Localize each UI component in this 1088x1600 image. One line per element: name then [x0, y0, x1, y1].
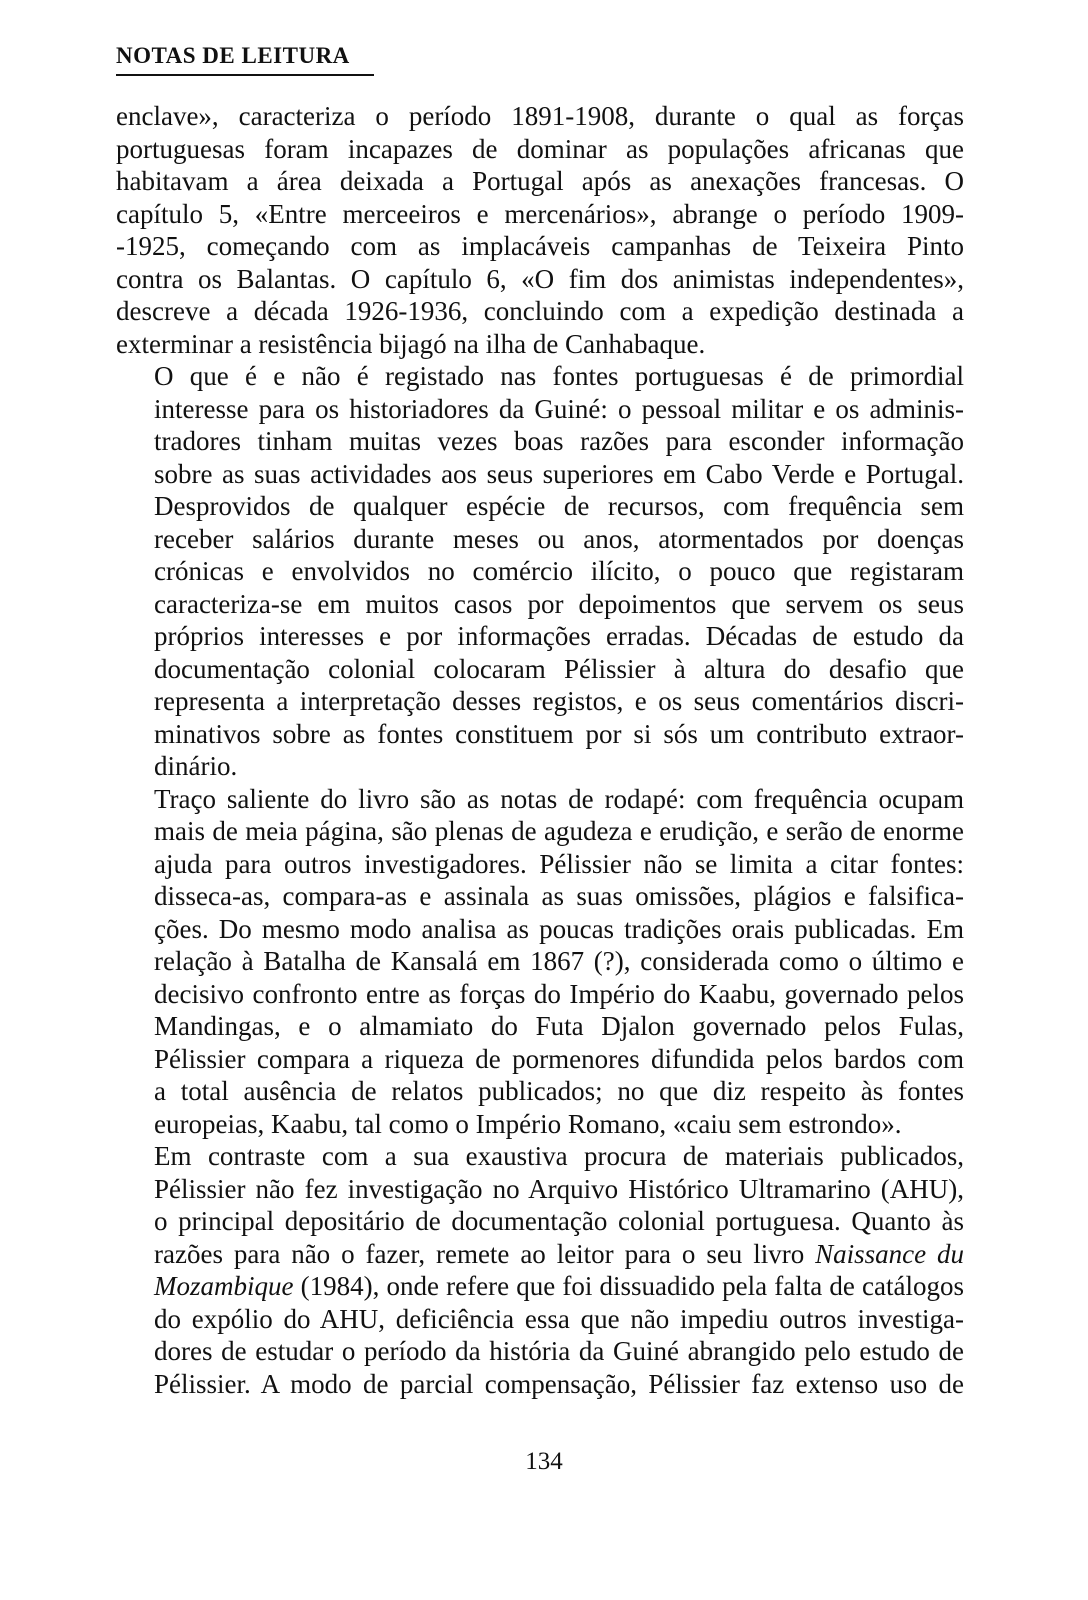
text-line: o principal depositário de documentação colonial portuguesa. Quanto às	[154, 1206, 964, 1236]
text-line: exterminar a resistência bijagó na ilha de Canhabaque.	[116, 328, 706, 359]
text-line: dores de estudar o período da história da Guiné abrangido pelo estudo de	[154, 1336, 964, 1366]
text-line: dinário.	[154, 751, 238, 781]
text-line: caracteriza-se em muitos casos por depoimentos que servem os seus	[154, 588, 964, 619]
paragraph-4	[116, 1140, 964, 1400]
text-line: a total ausência de relatos publicados; no que diz respeito às fontes	[154, 1076, 964, 1106]
text-line: ajuda para outros investigadores. Pélissier não se limita a citar fontes:	[154, 848, 964, 879]
text-line: interesse para os historiadores da Guiné: o pessoal militar e os adminis-	[154, 393, 964, 424]
text-line: enclave», caracteriza o período 1891-1908, durante o qual as forças	[116, 101, 964, 131]
header-rule	[116, 74, 374, 76]
text-line	[116, 1270, 964, 1303]
text-line: decisivo confronto entre as forças do Império do Kaabu, governado pelos	[154, 978, 964, 1009]
text-line: portuguesas foram incapazes de dominar as populações africanas que	[116, 133, 964, 164]
text-line: O que é e não é registado nas fontes portuguesas é de primordial	[154, 361, 964, 391]
book-title-italic: Mozambique	[154, 1271, 294, 1301]
text-line: sobre as suas actividades aos seus superiores em Cabo Verde e Portugal.	[154, 458, 964, 489]
text-line: Desprovidos de qualquer espécie de recursos, com frequência sem	[154, 491, 964, 521]
text-line: documentação colonial colocaram Pélissier à altura do desafio que	[154, 653, 964, 684]
book-title-italic: Naissance du	[815, 1238, 964, 1269]
text-line: Em contraste com a sua exaustiva procura de materiais publicados,	[154, 1141, 964, 1171]
text-line: capítulo 5, «Entre merceeiros e mercenários», abrange o período 1909-	[116, 198, 964, 229]
body-text	[116, 100, 964, 1400]
text-line: do expólio do AHU, deficiência essa que não impediu outros investiga-	[154, 1303, 964, 1334]
text-line: representa a interpretação desses registos, e os seus comentários discri-	[154, 686, 964, 716]
text-line: Pélissier compara a riqueza de pormenores difundida pelos bardos com	[154, 1043, 964, 1074]
text-line: tradores tinham muitas vezes boas razões para esconder informação	[154, 426, 964, 456]
text-line: receber salários durante meses ou anos, atormentados por doenças	[154, 523, 964, 554]
text-line: mais de meia página, são plenas de agudeza e erudição, e serão de enorme	[154, 816, 964, 846]
text-line: Pélissier. A modo de parcial compensação, Pélissier faz extenso uso de	[154, 1368, 964, 1399]
text-line: habitavam a área deixada a Portugal após as anexações francesas. O	[116, 166, 964, 196]
text-line: relação à Batalha de Kansalá em 1867 (?), considerada como o último e	[154, 946, 964, 976]
paragraph-1	[116, 100, 964, 360]
text-line: disseca-as, compara-as e assinala as suas omissões, plágios e falsifica-	[154, 881, 964, 911]
text-line: descreve a década 1926-1936, concluindo com a expedição destinada a	[116, 296, 964, 326]
text-line: Mandingas, e o almamiato do Futa Djalon governado pelos Fulas,	[154, 1011, 964, 1041]
paragraph-3	[116, 783, 964, 1141]
text-line: contra os Balantas. O capítulo 6, «O fim dos animistas independentes»,	[116, 263, 964, 294]
text-line: europeias, Kaabu, tal como o Império Romano, «caiu sem estrondo».	[154, 1108, 902, 1139]
text-line: Traço saliente do livro são as notas de rodapé: com frequência ocupam	[154, 783, 964, 814]
text-line	[116, 1238, 964, 1271]
text-line: ções. Do mesmo modo analisa as poucas tradições orais publicadas. Em	[154, 913, 964, 944]
text-line: próprios interesses e por informações erradas. Décadas de estudo da	[154, 621, 964, 651]
text-line: -1925, começando com as implacáveis campanhas de Teixeira Pinto	[116, 231, 964, 261]
text-line: crónicas e envolvidos no comércio ilícito, o pouco que registaram	[154, 556, 964, 586]
text-line: minativos sobre as fontes constituem por si sós um contributo extraor-	[154, 718, 964, 749]
text-line: Pélissier não fez investigação no Arquivo Histórico Ultramarino (AHU),	[154, 1173, 964, 1204]
paragraph-2	[116, 360, 964, 783]
text-segment: (1984), onde refere que foi dissuadido pela falta de catálogos	[293, 1271, 964, 1301]
text-segment: razões para não o fazer, remete ao leitor para o seu livro	[154, 1238, 816, 1269]
running-head: NOTAS DE LEITURA	[116, 43, 350, 68]
page-number: 134	[525, 1448, 563, 1475]
